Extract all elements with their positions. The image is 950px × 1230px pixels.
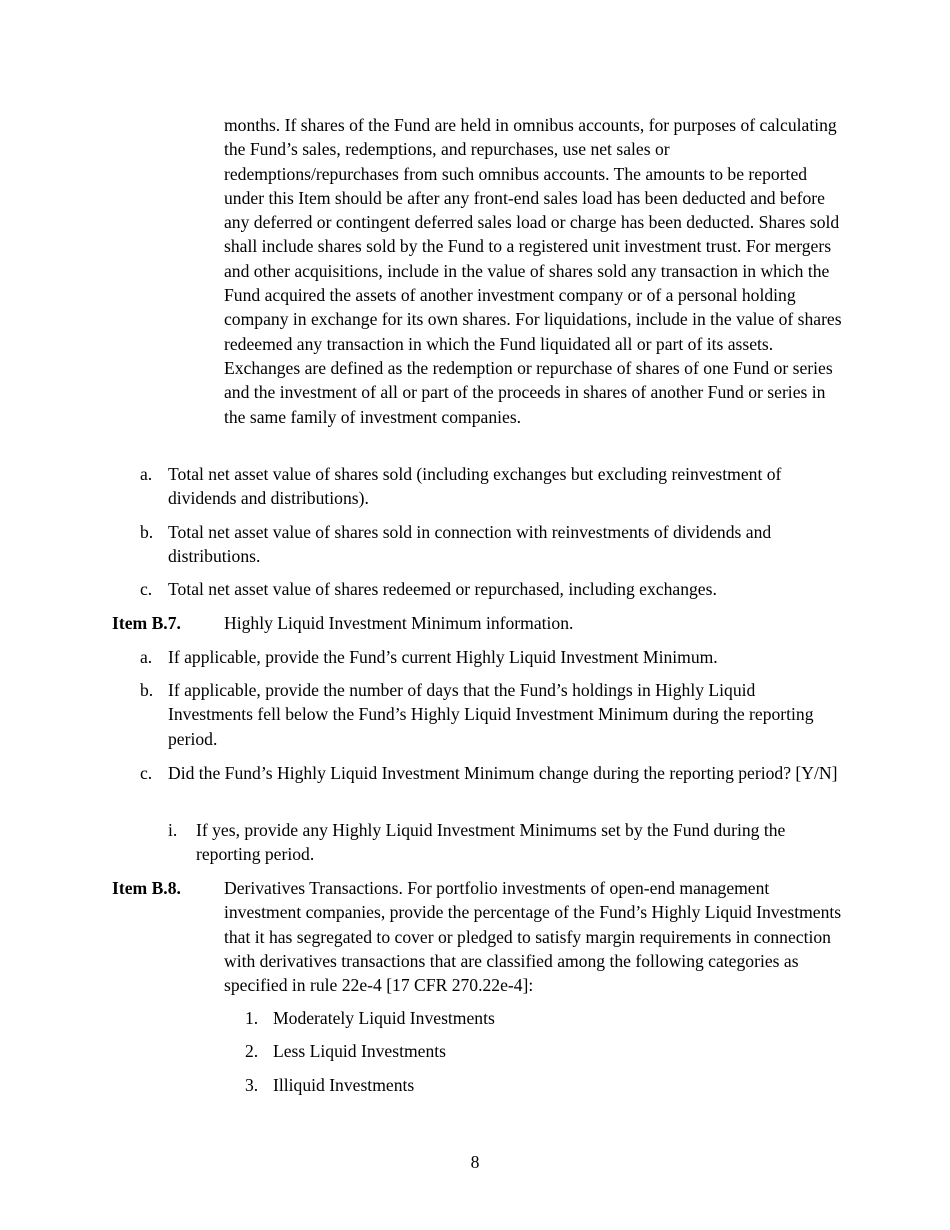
list-item-text: Less Liquid Investments (273, 1041, 446, 1061)
list-item-text: If applicable, provide the number of days that the Fund’s holdings in Highly Liquid Investments fell below the Fund’s Highly Liquid Investment Minimum during the reporting period. (168, 680, 814, 749)
continuation-paragraph: months. If shares of the Fund are held in omnibus accounts, for purposes of calculating the Fund’s sales, redemptions, and repurchases, use net sales or redemptions/repurchases from such omnibus accounts. The amounts to be reported under this Item should be after any front-end sales load has been deducted and before any deferred or contingent deferred sales load or charge has been deducted. Shares sold shall include shares sold by the Fund to a registered unit investment trust. For mergers and other acquisitions, include in the value of shares sold any transaction in which the Fund acquired the assets of another investment company or of a personal holding company in exchange for its own shares. For liquidations, include in the value of shares redeemed any transaction in which the Fund liquidated all or part of its assets. Exchanges are defined as the redemption or repurchase of shares of one Fund or series and the investment of all or part of the proceeds in shares of another Fund or series in the same family of investment companies. (224, 115, 842, 427)
item-text: Derivatives Transactions. For portfolio investments of open-end management investment companies, provide the percentage of the Fund’s Highly Liquid Investments that it has segregated to cover or pledged to satisfy margin requirements in connection with derivatives transactions that are classified among the following categories as specified in rule 22e-4 [17 CFR 270.22e-4]: (224, 878, 842, 996)
list-marker: b. (140, 680, 154, 700)
numbered-item (245, 1073, 745, 1097)
list-marker: 3. (245, 1075, 259, 1095)
list-item (140, 678, 820, 751)
item-label: Item B.8. (112, 878, 181, 898)
list-item (140, 645, 845, 669)
list-item-text: Illiquid Investments (273, 1075, 415, 1095)
list-item-text: Did the Fund’s Highly Liquid Investment Minimum change during the reporting period? [Y/N] (168, 763, 838, 783)
item-b8-heading (112, 876, 842, 997)
list-marker: 1. (245, 1008, 259, 1028)
item-label: Item B.7. (112, 613, 181, 633)
list-item-text: Total net asset value of shares sold in connection with reinvestments of dividends and distributions. (168, 522, 772, 567)
numbered-item (245, 1039, 745, 1063)
list-marker: c. (140, 579, 153, 599)
numbered-item (245, 1006, 745, 1030)
list-marker: i. (168, 820, 178, 840)
sub-list-item (168, 818, 845, 867)
list-marker: b. (140, 522, 154, 542)
list-marker: a. (140, 647, 153, 667)
list-item-text: Total net asset value of shares redeemed or repurchased, including exchanges. (168, 579, 717, 599)
list-item (140, 761, 845, 785)
list-marker: c. (140, 763, 153, 783)
list-item-text: If applicable, provide the Fund’s current Highly Liquid Investment Minimum. (168, 647, 718, 667)
item-title: Highly Liquid Investment Minimum information. (224, 613, 574, 633)
list-item-text: Moderately Liquid Investments (273, 1008, 495, 1028)
list-item-text: If yes, provide any Highly Liquid Investment Minimums set by the Fund during the reporting period. (196, 820, 786, 865)
page-number: 8 (470, 1152, 480, 1172)
list-item (140, 577, 845, 601)
list-item-text: Total net asset value of shares sold (including exchanges but excluding reinvestment of dividends and distributions). (168, 464, 782, 509)
list-marker: 2. (245, 1041, 259, 1061)
item-b7-heading (112, 611, 842, 635)
list-marker: a. (140, 464, 153, 484)
list-item (140, 520, 845, 569)
list-item (140, 462, 845, 511)
